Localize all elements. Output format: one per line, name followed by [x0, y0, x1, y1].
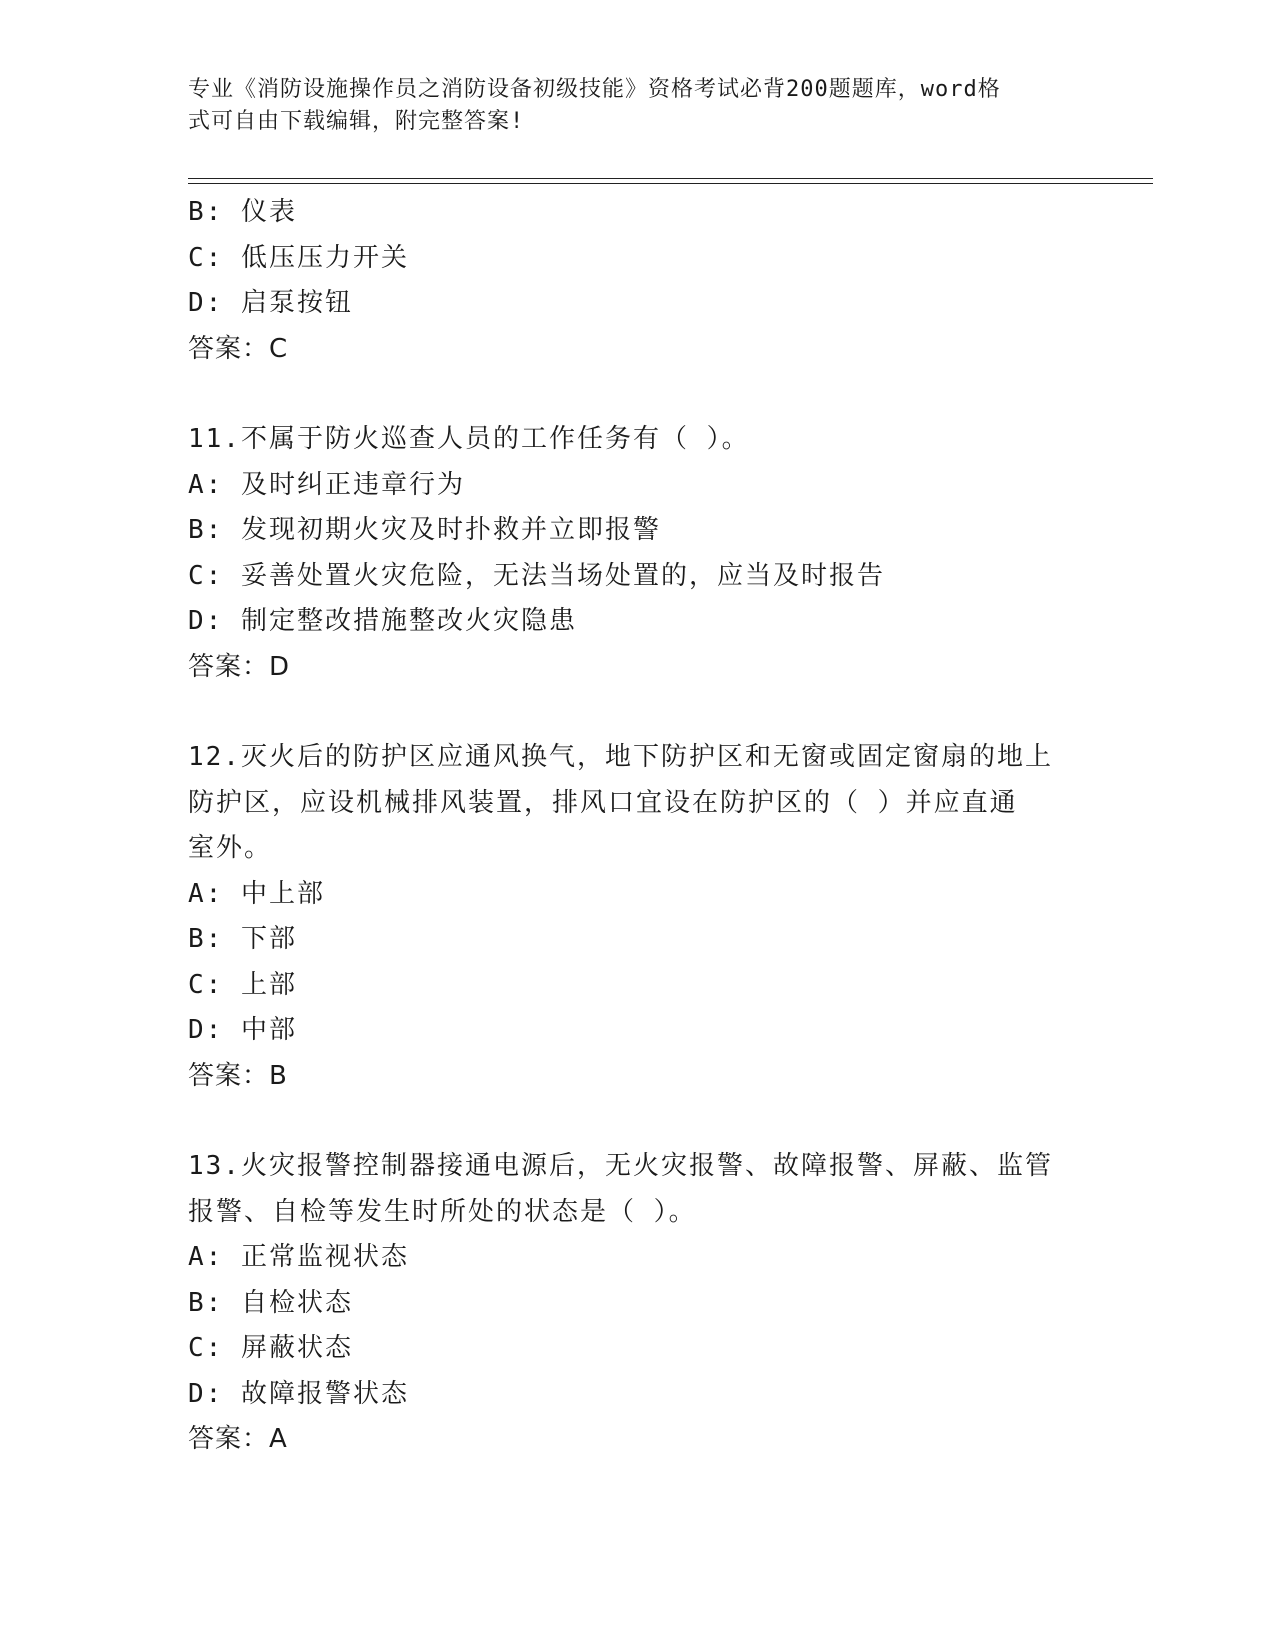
document-header — [188, 74, 1068, 138]
question-11 — [188, 417, 1068, 690]
question-10-continuation — [188, 190, 1068, 372]
header-line-1: 专业《消防设施操作员之消防设备初级技能》资格考试必背200题题库，word格 — [188, 77, 1001, 102]
answer-label: 答案：D — [188, 651, 291, 682]
option-a: A: 中上部 — [188, 878, 325, 909]
option-c: C: 屏蔽状态 — [188, 1333, 353, 1363]
answer-label: 答案：A — [188, 1424, 288, 1454]
question-stem-line-3: 室外。 — [188, 833, 273, 863]
option-d: D: 制定整改措施整改火灾隐患 — [188, 606, 577, 636]
question-12 — [188, 735, 1068, 1099]
question-13 — [188, 1144, 1068, 1463]
document-body — [188, 190, 1068, 1463]
option-d: D: 中部 — [188, 1015, 297, 1045]
header-divider-top — [188, 178, 1153, 179]
option-c: C: 妥善处置火灾危险，无法当场处置的，应当及时报告 — [188, 560, 885, 591]
option-b: B: 发现初期火灾及时扑救并立即报警 — [188, 515, 661, 545]
option-a: A: 及时纠正违章行为 — [188, 469, 465, 500]
option-c: C: 低压压力开关 — [188, 242, 409, 273]
option-b: B: 下部 — [188, 924, 297, 954]
header-divider-bottom — [188, 183, 1153, 184]
question-stem: 11.不属于防火巡查人员的工作任务有（ ）。 — [188, 424, 750, 454]
answer-label: 答案：C — [188, 333, 289, 364]
option-c: C: 上部 — [188, 969, 297, 1000]
option-d: D: 启泵按钮 — [188, 288, 353, 318]
question-stem-line-1: 13.火灾报警控制器接通电源后，无火灾报警、故障报警、屏蔽、监管 — [188, 1151, 1053, 1181]
option-b: B: 自检状态 — [188, 1287, 353, 1318]
question-stem-line-1: 12.灭火后的防护区应通风换气，地下防护区和无窗或固定窗扇的地上 — [188, 742, 1053, 772]
option-a: A: 正常监视状态 — [188, 1242, 409, 1272]
header-line-2: 式可自由下载编辑，附完整答案! — [188, 109, 525, 134]
option-b: B: 仪表 — [188, 197, 297, 227]
answer-label: 答案：B — [188, 1060, 288, 1091]
question-stem-line-2: 防护区，应设机械排风装置，排风口宜设在防护区的（ ）并应直通 — [188, 787, 1018, 818]
question-stem-line-2: 报警、自检等发生时所处的状态是（ ）。 — [188, 1196, 697, 1227]
option-d: D: 故障报警状态 — [188, 1378, 409, 1409]
